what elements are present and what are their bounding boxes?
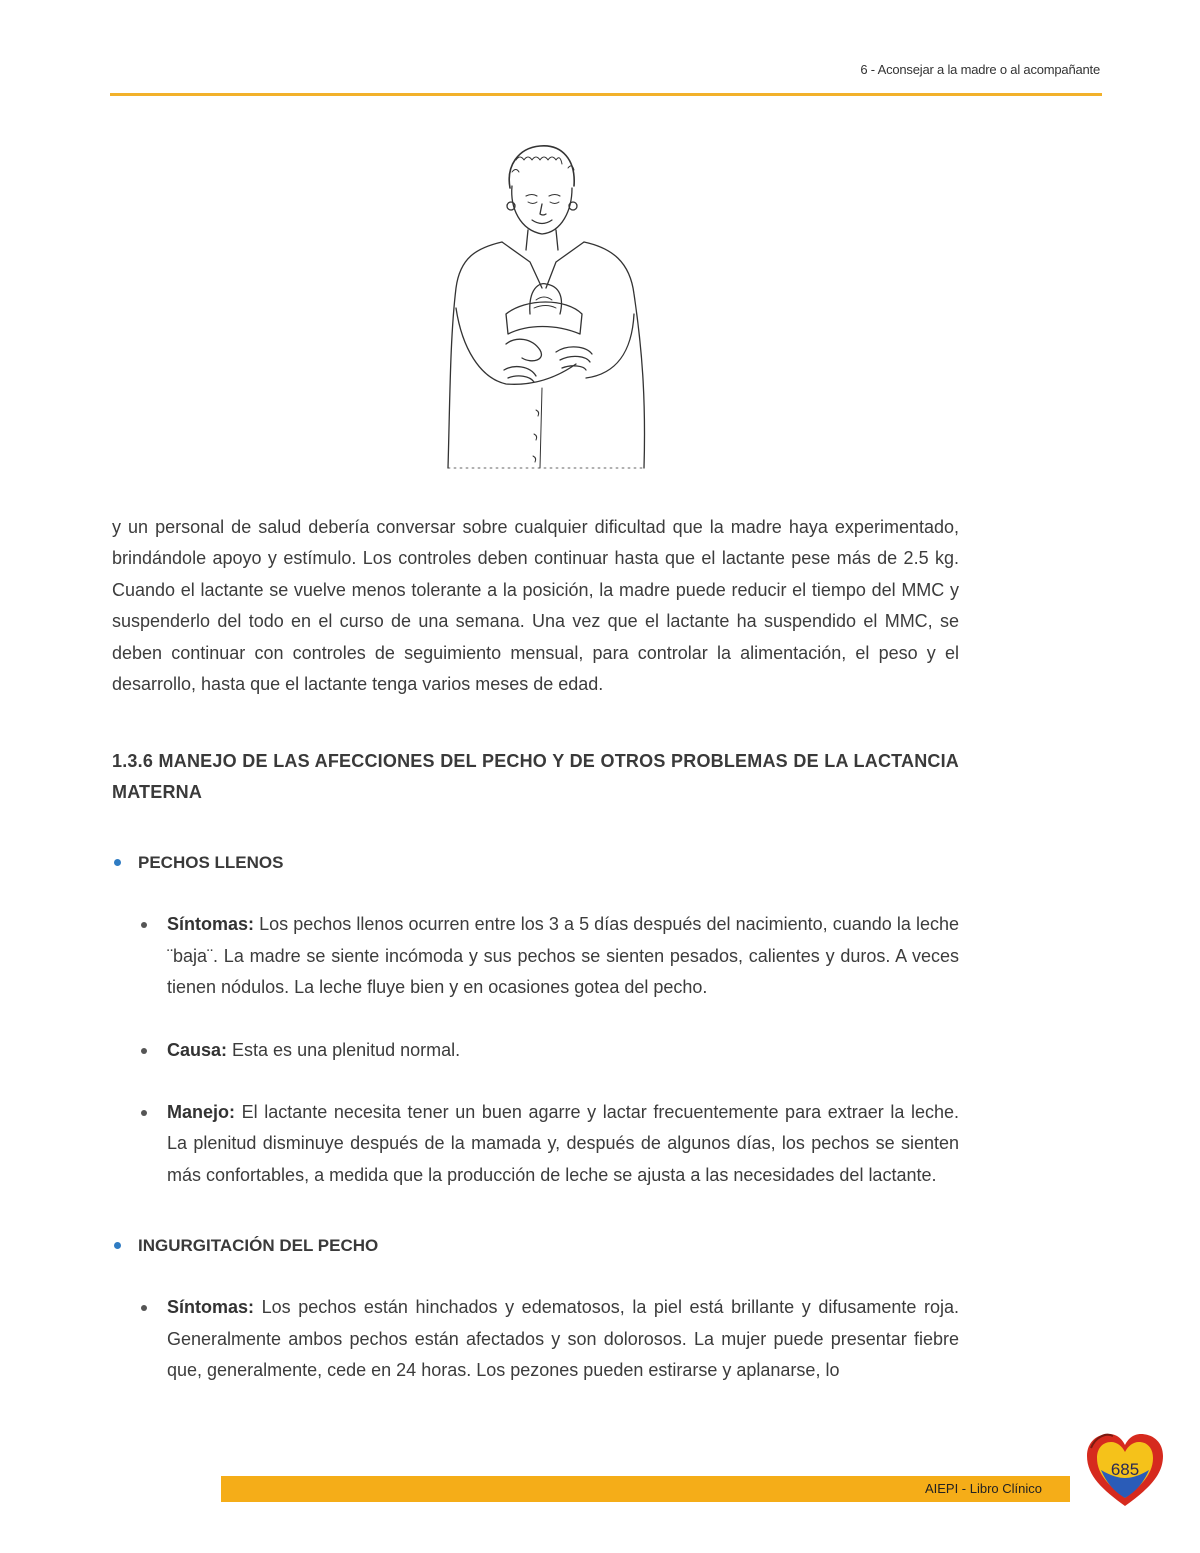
item-label: Síntomas: [167, 1297, 255, 1318]
item-text: Esta es una plenitud normal. [227, 1039, 461, 1060]
topic-heading-pechos-llenos [112, 847, 959, 878]
footer-book-title: AIEPI - Libro Clínico [924, 1481, 1042, 1496]
item-text: Los pechos llenos ocurren entre los 3 a 5 días después del nacimiento, cuando la leche ¨baja¨. La madre se siente incómoda y sus pechos se sienten pesados, calientes y duros. A veces tienen nódulos. La leche fluye bien y en ocasiones gotea del pecho. [167, 914, 959, 998]
header-divider [110, 93, 1102, 96]
blue-bullet-icon [114, 859, 121, 866]
list-item [167, 1097, 959, 1191]
item-label: Síntomas: [167, 914, 255, 935]
footer-bar [221, 1476, 1070, 1502]
item-label: Manejo: [167, 1102, 236, 1123]
intro-paragraph: y un personal de salud debería conversar sobre cualquier dificultad que la madre haya experimentado, brindándole apoyo y estímulo. Los controles deben continuar hasta que el lactante pese más de 2.5 kg. Cuando el lactante se vuelve menos tolerante a la posición, la madre puede reducir el tiempo del MMC y suspenderlo del todo en el curso de una semana. Una vez que el lactante ha suspendido el MMC, se deben continuar con controles de seguimiento mensual, para controlar la alimentación, el peso y el desarrollo, hasta que el lactante tenga varios meses de edad. [112, 517, 959, 695]
mother-kangaroo-care-illustration-icon [436, 138, 656, 474]
list-item [167, 1292, 959, 1386]
bullet-icon [141, 1048, 147, 1054]
list-item [167, 909, 959, 1003]
page-number: 685 [1110, 1460, 1140, 1479]
bullet-icon [141, 922, 147, 928]
topic-title: PECHOS LLENOS [138, 853, 284, 873]
section-heading: 1.3.6 MANEJO DE LAS AFECCIONES DEL PECHO Y DE OTROS PROBLEMAS DE LA LACTANCIA MATERNA [112, 751, 959, 803]
blue-bullet-icon [114, 1242, 121, 1249]
item-text: El lactante necesita tener un buen agarre y lactar frecuentemente para extraer la leche. La plenitud disminuye después de la mamada y, después de algunos días, los pechos se sienten más confortables, a medida que la producción de leche se ajusta a las necesidades del lactante. [167, 1102, 959, 1185]
item-label: Causa: [167, 1039, 228, 1060]
running-header: 6 - Aconsejar a la madre o al acompañante [860, 62, 1100, 77]
main-content [112, 512, 959, 1387]
topic-title: INGURGITACIÓN DEL PECHO [138, 1236, 379, 1256]
list-item [167, 1035, 959, 1066]
bullet-icon [141, 1305, 147, 1311]
item-text: Los pechos están hinchados y edematosos, la piel está brillante y difusamente roja. Generalmente ambos pechos están afectados y son dolorosos. La mujer puede presentar fiebre que, generalmente, cede en 24 horas. Los pezones pueden estirarse y aplanarse, lo [167, 1297, 959, 1381]
topic-heading-ingurgitacion [112, 1230, 959, 1261]
bullet-icon [141, 1110, 147, 1116]
